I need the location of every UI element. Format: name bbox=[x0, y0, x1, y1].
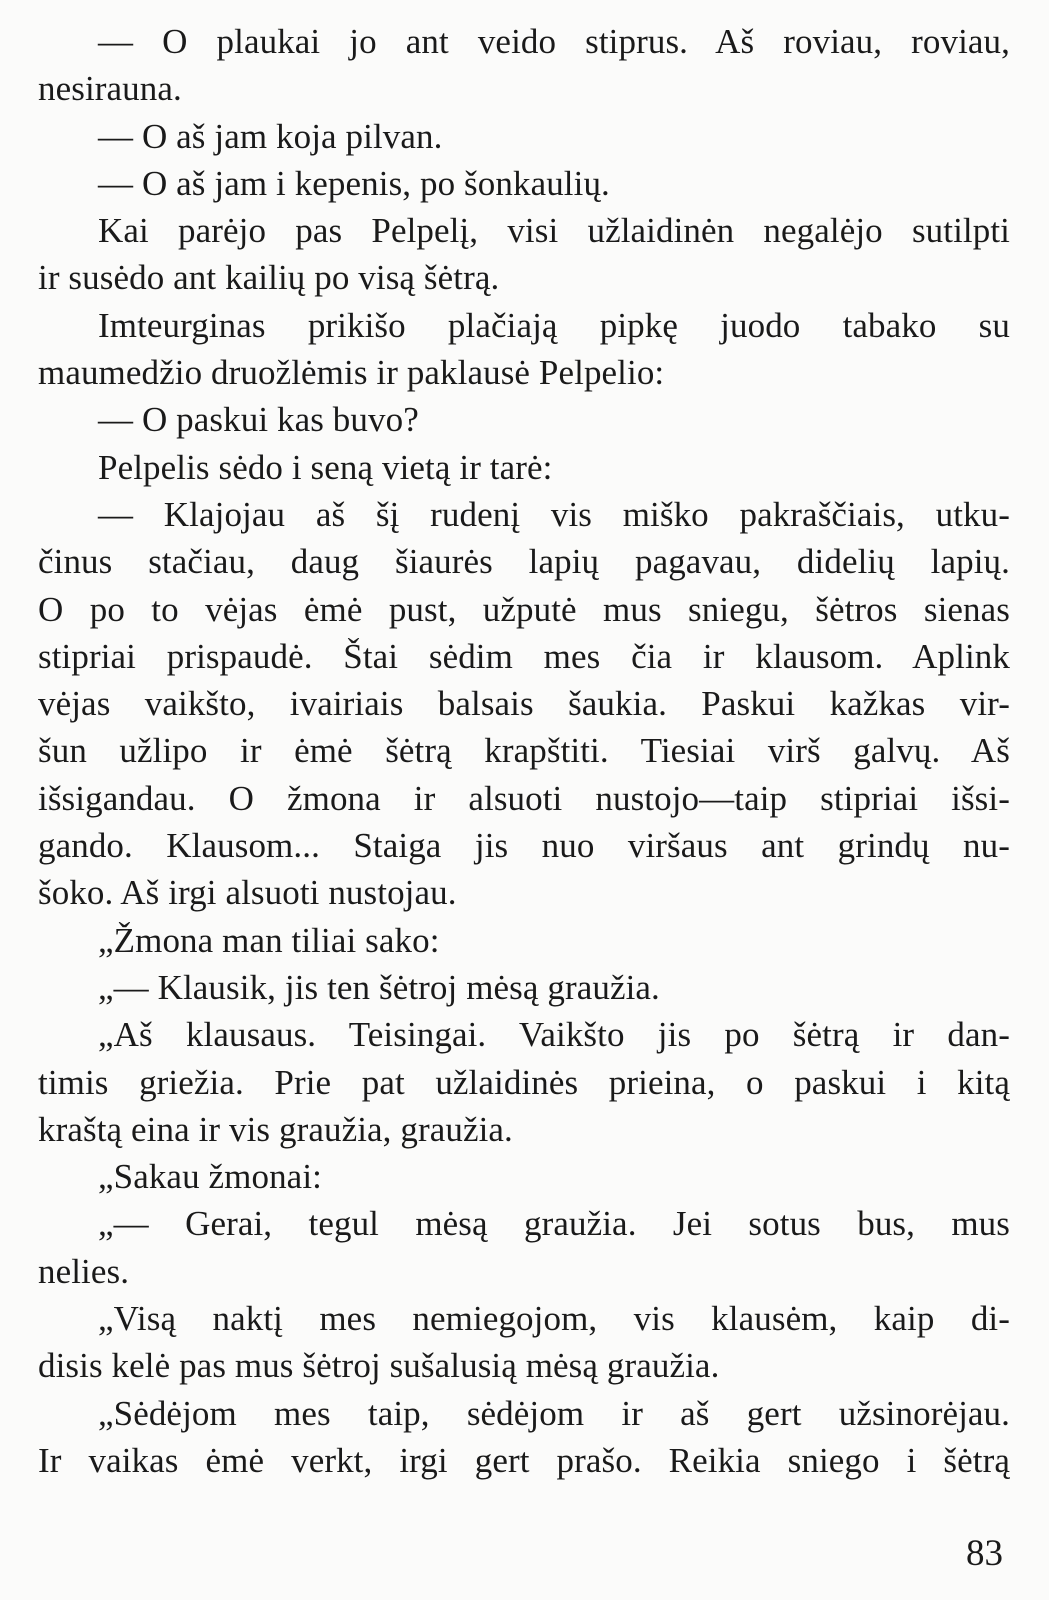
text-line: Imteurginas prikišo plačiają pipkę juodo tabako su bbox=[98, 305, 1010, 345]
text-line: vėjas vaikšto, ivairiais balsais šaukia. Paskui kažkas vir- bbox=[38, 684, 1010, 724]
text-line: nesirauna. bbox=[38, 69, 182, 109]
body-text bbox=[38, 18, 1010, 1484]
text-line: timis griežia. Prie pat užlaidinės prieina, o paskui i kitą bbox=[38, 1062, 1010, 1102]
text-line: — O aš jam koja pilvan. bbox=[98, 116, 443, 156]
text-line: nelies. bbox=[38, 1251, 130, 1291]
text-line: šoko. Aš irgi alsuoti nustojau. bbox=[38, 873, 457, 913]
text-line: išsigandau. O žmona ir alsuoti nustojo—taip stipriai išsi- bbox=[38, 778, 1010, 818]
text-line: Kai parėjo pas Pelpelį, visi užlaidinėn negalėjo sutilpti bbox=[98, 211, 1010, 251]
text-line: „Aš klausaus. Teisingai. Vaikšto jis po šėtrą ir dan- bbox=[98, 1015, 1010, 1055]
page-number: 83 bbox=[966, 1533, 1003, 1574]
text-line: „Žmona man tiliai sako: bbox=[98, 920, 440, 960]
text-line: Ir vaikas ėmė verkt, irgi gert prašo. Reikia sniego i šėtrą bbox=[38, 1440, 1010, 1480]
text-line: „— Klausik, jis ten šėtroj mėsą graužia. bbox=[98, 967, 660, 1007]
text-line: šun užlipo ir ėmė šėtrą krapštiti. Tiesiai virš galvų. Aš bbox=[38, 731, 1010, 771]
text-line: „Sakau žmonai: bbox=[98, 1157, 322, 1197]
text-line: stipriai prispaudė. Štai sėdim mes čia ir klausom. Aplink bbox=[38, 636, 1010, 676]
text-line: maumedžio druožlėmis ir paklausė Pelpelio: bbox=[38, 353, 665, 393]
text-line: „Visą naktį mes nemiegojom, vis klausėm, kaip di- bbox=[98, 1299, 1010, 1339]
text-line: „— Gerai, tegul mėsą graužia. Jei sotus bus, mus bbox=[98, 1204, 1010, 1244]
text-line: činus stačiau, daug šiaurės lapių pagavau, didelių lapių. bbox=[38, 542, 1010, 582]
text-line: gando. Klausom... Staiga jis nuo viršaus ant grindų nu- bbox=[38, 826, 1010, 866]
text-line: „Sėdėjom mes taip, sėdėjom ir aš gert užsinorėjau. bbox=[98, 1393, 1010, 1433]
text-line: — O plaukai jo ant veido stiprus. Aš roviau, roviau, bbox=[98, 22, 1010, 61]
text-line: disis kelė pas mus šėtroj sušalusią mėsą graužia. bbox=[38, 1346, 720, 1386]
text-line: — O aš jam i kepenis, po šonkaulių. bbox=[98, 163, 610, 203]
text-line: ir susėdo ant kailių po visą šėtrą. bbox=[38, 258, 500, 298]
text-line: Pelpelis sėdo i seną vietą ir tarė: bbox=[98, 447, 553, 487]
text-line: kraštą eina ir vis graužia, graužia. bbox=[38, 1109, 513, 1149]
text-line: O po to vėjas ėmė pust, užputė mus sniegu, šėtros sienas bbox=[38, 589, 1010, 629]
text-line: — O paskui kas buvo? bbox=[98, 400, 419, 440]
text-line: — Klajojau aš šį rudenį vis miško pakraščiais, utku- bbox=[98, 494, 1010, 534]
